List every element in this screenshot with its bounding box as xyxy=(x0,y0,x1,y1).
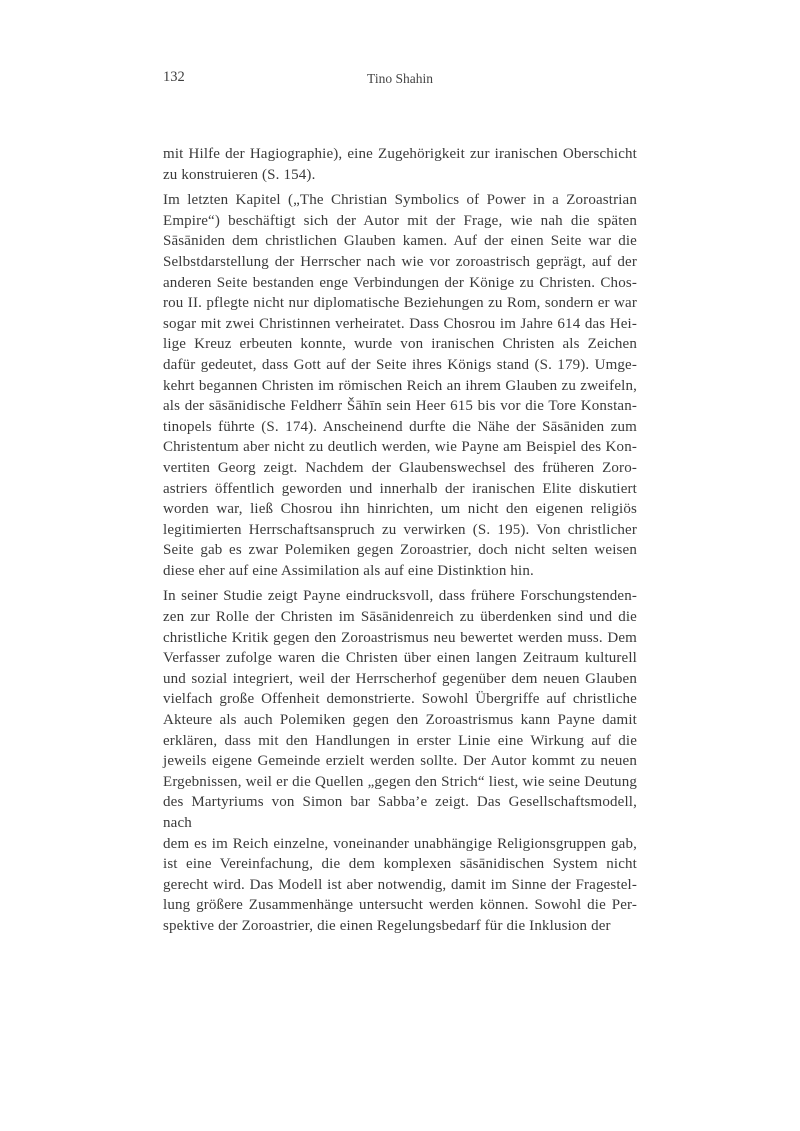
text-line: tinopels führte (S. 174). Anscheinend durfte die Nähe der Sāsāniden zum xyxy=(163,418,637,435)
text-line: dem es im Reich einzelne, voneinander unabhängige Religionsgruppen gab, xyxy=(163,835,637,852)
text-line: zu konstruieren (S. 154). xyxy=(163,166,316,183)
text-line: rou II. pflegte nicht nur diplomatische Beziehungen zu Rom, sondern er war xyxy=(163,295,637,312)
text-line: Sāsāniden dem christlichen Glauben kamen. Auf der einen Seite war die xyxy=(163,233,637,250)
text-line: dafür gedeutet, dass Gott auf der Seite ihres Königs stand (S. 179). Umge- xyxy=(163,356,637,373)
text-line: lige Kreuz erbeuten konnte, wurde von iranischen Christen als Zeichen xyxy=(163,336,637,353)
text-line: als der sāsānidische Feldherr Šāhīn sein Heer 615 bis vor die Tore Konstan- xyxy=(163,398,637,415)
text-line: Ergebnissen, weil er die Quellen „gegen den Strich“ liest, wie seine Deutung xyxy=(163,773,637,790)
paragraph xyxy=(163,144,637,185)
text-line: christliche Kritik gegen den Zoroastrismus neu bewertet werden muss. Dem xyxy=(163,629,637,646)
text-line: lung größere Zusammenhänge untersucht werden können. Sowohl die Per- xyxy=(163,897,637,914)
page-number: 132 xyxy=(163,69,185,85)
text-line: gerecht wird. Das Modell ist aber notwendig, damit im Sinne der Fragestel- xyxy=(163,876,637,893)
text-line: Verfasser zufolge waren die Christen über einen langen Zeitraum kulturell xyxy=(163,650,637,667)
text-line: ist eine Vereinfachung, die dem komplexen sāsānidischen System nicht xyxy=(163,856,637,873)
running-head-author: Tino Shahin xyxy=(367,71,433,86)
text-line: des Martyriums von Simon bar Sabba’e zeigt. Das Gesellschaftsmodell, nach xyxy=(163,794,637,831)
text-line: anderen Seite bestanden enge Verbindungen der Könige zu Christen. Chos- xyxy=(163,274,637,291)
text-line: spektive der Zoroastrier, die einen Regelungsbedarf für die Inklusion der xyxy=(163,917,611,934)
text-line: Empire“) beschäftigt sich der Autor mit der Frage, wie nah die späten xyxy=(163,212,637,229)
text-line: erklären, dass mit den Handlungen in erster Linie eine Wirkung auf die xyxy=(163,732,637,749)
text-line: diese eher auf eine Assimilation als auf eine Distinktion hin. xyxy=(163,562,534,579)
text-line: Seite gab es zwar Polemiken gegen Zoroastrier, doch nicht selten weisen xyxy=(163,542,637,559)
text-line: mit Hilfe der Hagiographie), eine Zugehörigkeit zur iranischen Oberschicht xyxy=(163,146,637,162)
paragraph xyxy=(163,190,637,581)
text-line: Akteure als auch Polemiken gegen den Zoroastrismus kann Payne damit xyxy=(163,712,637,729)
text-line: Christentum aber nicht zu deutlich werden, wie Payne am Beispiel des Kon- xyxy=(163,439,637,456)
text-line: Selbstdarstellung der Herrscher nach wie vor zoroastrisch geprägt, auf der xyxy=(163,253,637,270)
text-line: zen zur Rolle der Christen im Sāsānidenreich zu überdenken sind und die xyxy=(163,609,637,626)
text-line: und sozial integriert, weil der Herrscherhof gegenüber dem neuen Glauben xyxy=(163,670,637,687)
text-line: kehrt begannen Christen im römischen Reich an ihrem Glauben zu zweifeln, xyxy=(163,377,637,394)
text-line: In seiner Studie zeigt Payne eindrucksvoll, dass frühere Forschungstenden- xyxy=(163,588,637,605)
text-block xyxy=(163,144,637,937)
text-line: legitimierten Herrschaftsanspruch zu verwirken (S. 195). Von christlicher xyxy=(163,521,637,538)
text-line: jeweils eigene Gemeinde erzielt werden sollte. Der Autor kommt zu neuen xyxy=(163,753,637,770)
text-line: vertiten Georg zeigt. Nachdem der Glaubenswechsel des früheren Zoro- xyxy=(163,459,637,476)
text-line: sogar mit zwei Christinnen verheiratet. Dass Chosrou im Jahre 614 das Hei- xyxy=(163,315,637,332)
text-line: vielfach große Offenheit demonstrierte. Sowohl Übergriffe auf christliche xyxy=(163,691,637,708)
text-line: Im letzten Kapitel („The Christian Symbolics of Power in a Zoroastrian xyxy=(163,192,637,209)
text-line: worden war, ließ Chosrou ihn hinrichten, um nicht den eigenen religiös xyxy=(163,501,637,518)
paragraph xyxy=(163,586,637,936)
text-line: astriers öffentlich geworden und innerhalb der iranischen Elite diskutiert xyxy=(163,480,637,497)
